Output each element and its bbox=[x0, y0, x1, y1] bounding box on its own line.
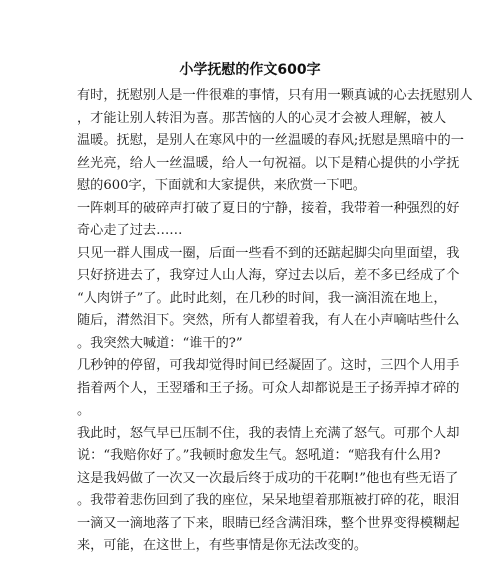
text-line: 丝光亮，给人一丝温暖，给人一句祝福。以下是精心提供的小学抚 bbox=[77, 155, 460, 171]
text-line: 温暖。抚慰，是别人在寒风中的一丝温暖的春风;抚慰是黑暗中的一 bbox=[77, 133, 464, 148]
text-line: 这是我妈做了一次又一次最后终于成功的干花啊!”他也有些无语了 bbox=[77, 470, 459, 486]
text-line: 一阵刺耳的破碎声打破了夏日的宁静，接着，我带着一种强烈的好 bbox=[77, 200, 460, 216]
text-line: 我此时，怒气早已压制不住，我的表情上充满了怒气。可那个人却 bbox=[77, 425, 460, 441]
document-body bbox=[77, 85, 473, 558]
text-line: 。 bbox=[77, 403, 91, 418]
text-line: 。我突然大喊道：“谁干的?” bbox=[77, 335, 243, 351]
text-line: 一滴又一滴地落了下来，眼睛已经含满泪珠，整个世界变得模糊起 bbox=[77, 515, 460, 531]
document-title: 小学抚慰的作文600字 bbox=[179, 62, 321, 78]
text-line: 来，可能，在这世上，有些事情是你无法改变的。 bbox=[77, 538, 368, 553]
text-line: 几秒钟的停留，可我却觉得时间已经凝固了。这时，三四个人用手 bbox=[77, 358, 460, 373]
text-line: 慰的600字，下面就和大家提供，来欣赏一下吧。 bbox=[77, 178, 366, 193]
text-line: 随后，潸然泪下。突然，所有人都望着我，有人在小声嘀咕些什么 bbox=[77, 313, 460, 328]
text-line: 有时，抚慰别人是一件很难的事情，只有用一颗真诚的心去抚慰别人 bbox=[77, 88, 473, 103]
text-line: 奇心走了过去…… bbox=[77, 223, 183, 238]
text-line: ，才能让别人转泪为喜。那苦恼的人的心灵才会被人理解，被人 bbox=[77, 110, 447, 126]
text-line: 指着两个人，王翌璠和王子扬。可众人却都说是王子扬弄掉才碎的 bbox=[77, 380, 460, 396]
text-line: “人肉饼子”了。此时此刻，在几秒的时间，我一滴泪流在地上， bbox=[77, 290, 447, 306]
text-line: 说：“我赔你好了。”我顿时愈发生气。怒吼道：“赔我有什么用? bbox=[77, 448, 441, 463]
text-line: 只见一群人围成一圈，后面一些看不到的还踮起脚尖向里面望，我 bbox=[77, 245, 460, 261]
text-line: 只好挤进去了，我穿过人山人海，穿过去以后，差不多已经成了个 bbox=[77, 268, 460, 283]
text-line: 。我带着悲伤回到了我的座位，呆呆地望着那瓶被打碎的花，眼泪 bbox=[77, 493, 460, 508]
